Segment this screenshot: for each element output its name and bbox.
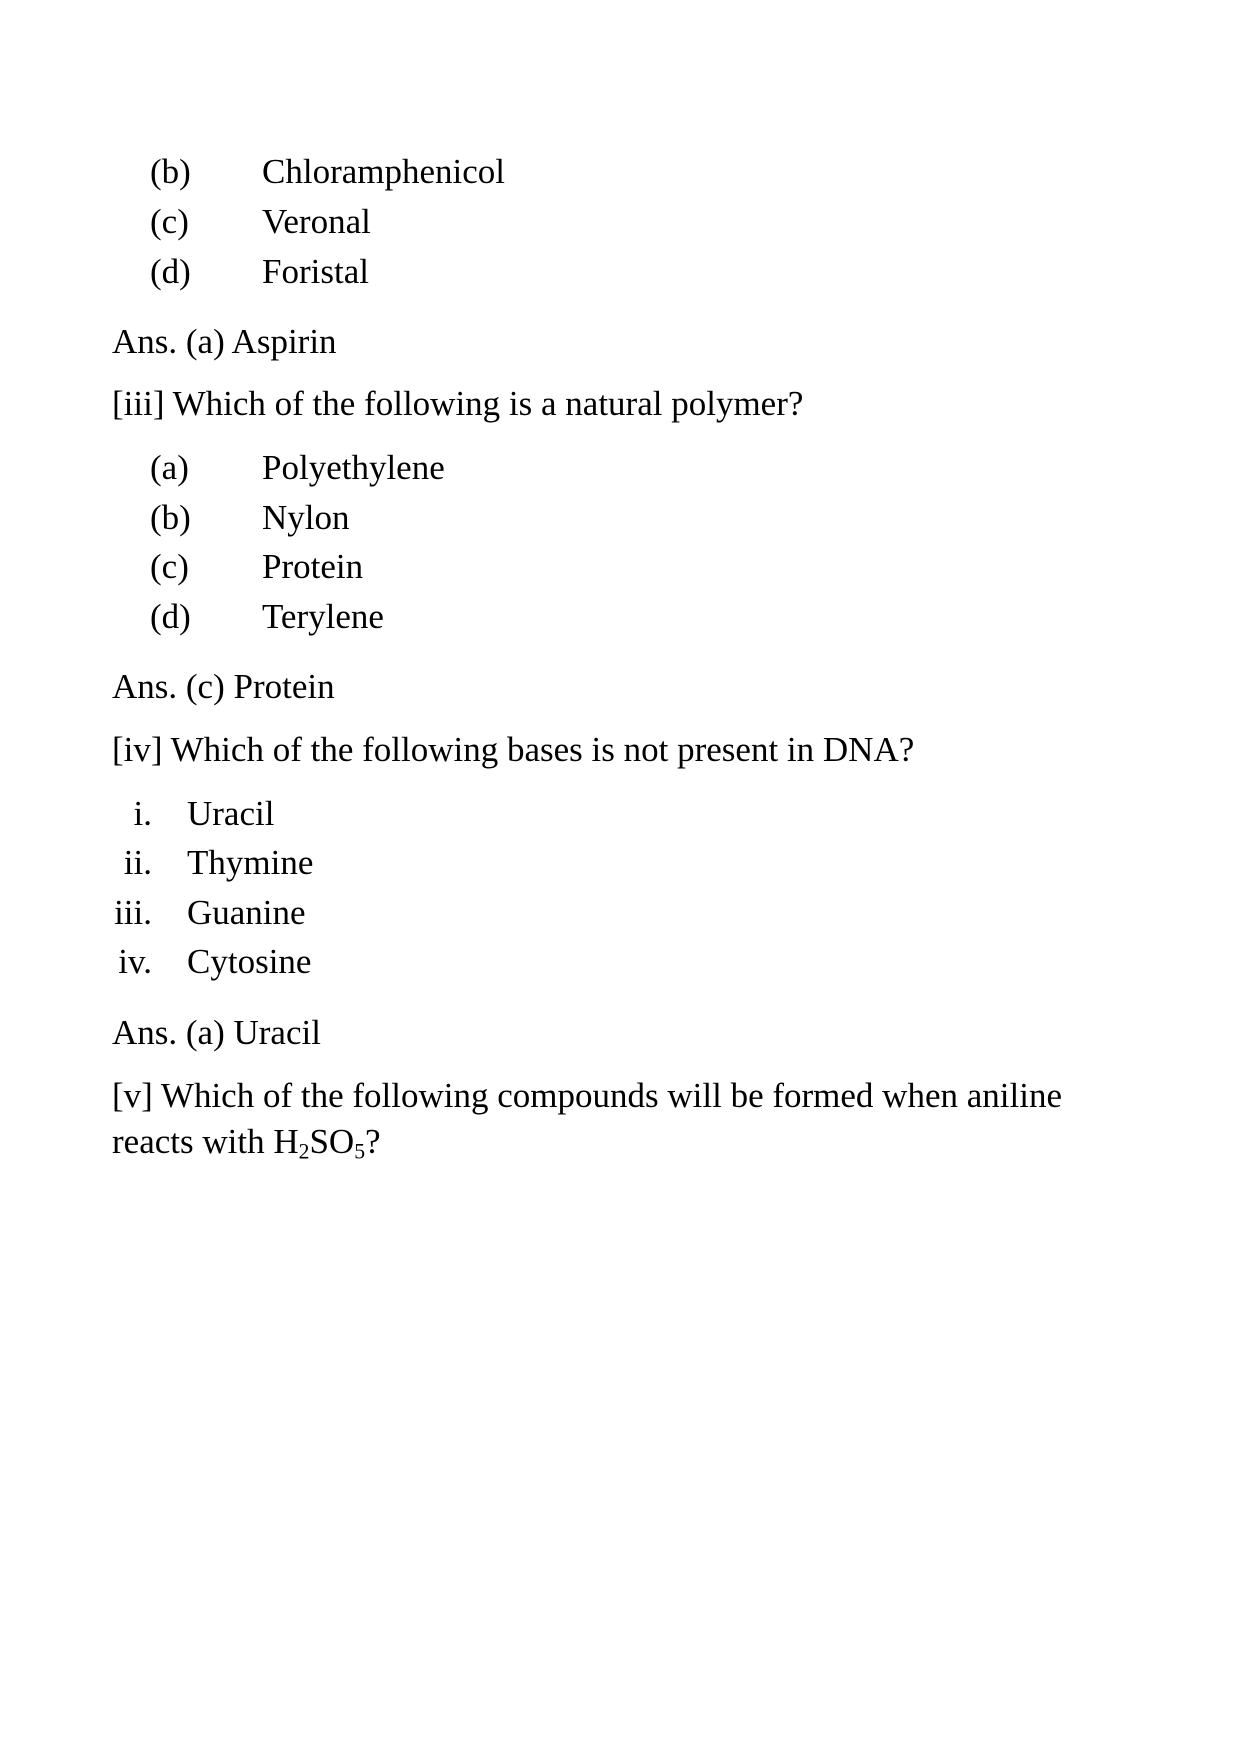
question-mark: ?	[365, 1122, 381, 1161]
answer-4: Ans. (a) Uracil	[112, 1013, 321, 1052]
option-text: Terylene	[262, 597, 384, 636]
option-text: Guanine	[187, 893, 306, 932]
question-5-line-2	[112, 1122, 381, 1162]
option-label: (d)	[150, 252, 191, 291]
option-label: iv.	[118, 942, 152, 981]
option-label: iii.	[114, 893, 152, 932]
option-text: Foristal	[262, 252, 369, 291]
option-text: Cytosine	[187, 942, 312, 981]
answer-2: Ans. (a) Aspirin	[112, 322, 337, 361]
option-text: Thymine	[187, 843, 314, 882]
subscript-2: 2	[298, 1139, 310, 1164]
option-label: (c)	[150, 547, 189, 586]
option-text: Nylon	[262, 498, 350, 537]
option-label: (b)	[150, 498, 191, 537]
option-text: Chloramphenicol	[262, 152, 506, 191]
option-text: Uracil	[187, 794, 275, 833]
option-text: Protein	[262, 547, 364, 586]
question-4: [iv] Which of the following bases is not present in DNA?	[112, 730, 915, 769]
option-text: Polyethylene	[262, 448, 445, 487]
formula-so: SO	[309, 1122, 355, 1161]
question-3: [iii] Which of the following is a natural polymer?	[112, 384, 804, 423]
option-text: Veronal	[262, 202, 371, 241]
option-label: (c)	[150, 202, 189, 241]
subscript-5: 5	[354, 1139, 366, 1164]
option-label: (b)	[150, 152, 191, 191]
question-5-text: reacts with H	[112, 1122, 299, 1161]
option-label: (d)	[150, 597, 191, 636]
option-label: ii.	[123, 843, 152, 882]
option-label: i.	[133, 794, 152, 833]
answer-3: Ans. (c) Protein	[112, 667, 335, 706]
option-label: (a)	[150, 448, 189, 487]
question-5-line-1: [v] Which of the following compounds will be formed when aniline	[112, 1076, 1062, 1115]
